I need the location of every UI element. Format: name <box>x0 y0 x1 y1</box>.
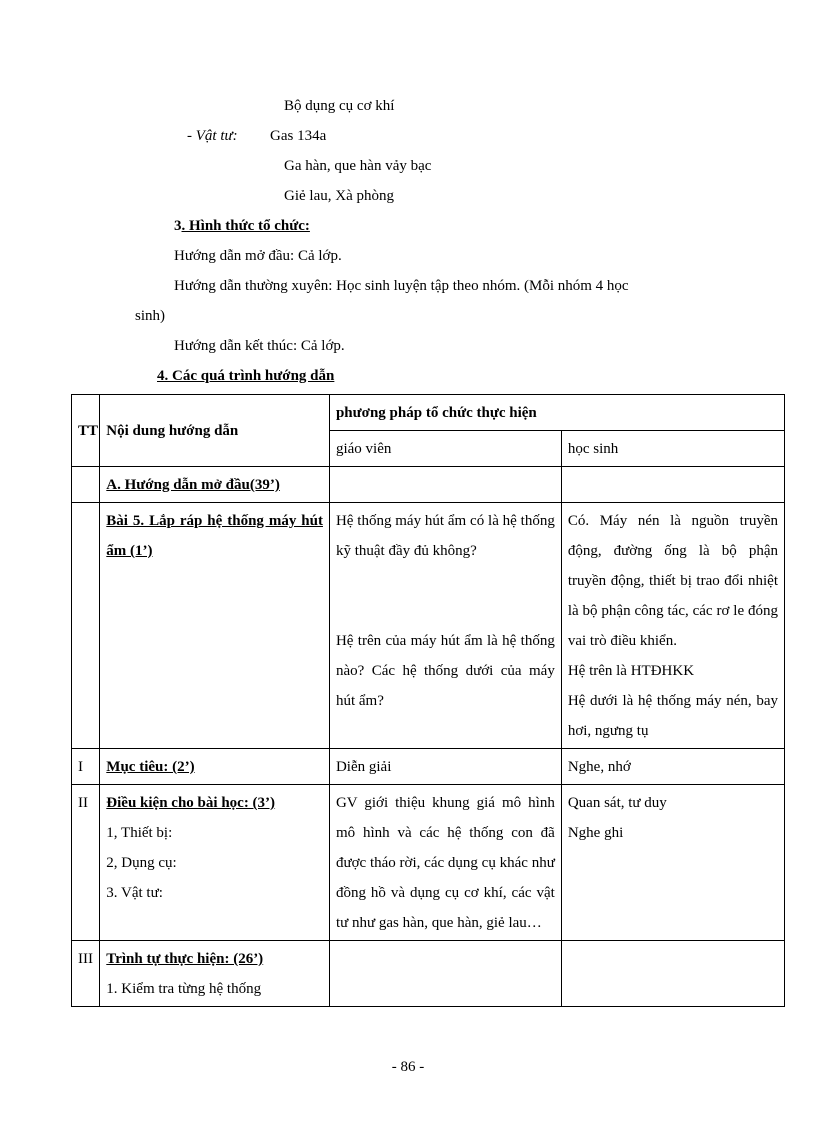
table-row <box>72 749 785 785</box>
header-teacher: giáo viên <box>329 431 561 467</box>
org-line: Hướng dẫn mở đầu: Cả lớp. <box>174 248 342 264</box>
student-answer: Hệ trên là HTĐHKK <box>567 663 695 679</box>
content-heading: Trình tự thực hiện: (26’) <box>106 951 264 967</box>
student-answer: Nghe ghi <box>567 825 624 841</box>
org-line: Hướng dẫn thường xuyên: Học sinh luyện tập theo nhóm. (Mỗi nhóm 4 học <box>174 278 629 294</box>
material-item: Giẻ lau, Xà phòng <box>284 188 394 204</box>
page-number: - 86 - <box>391 1059 425 1075</box>
header-content: Nội dung hướng dẫn <box>100 395 330 467</box>
cell-content: Bài 5. Lắp ráp hệ thống máy hút ẩm (1’) <box>100 503 330 749</box>
material-item: Gas 134a <box>270 128 327 144</box>
table-header-row <box>72 395 785 431</box>
cell-tt: I <box>72 749 100 785</box>
org-line: sinh) <box>135 308 165 324</box>
org-heading <box>174 216 310 236</box>
student-answer: Hệ dưới là hệ thống máy nén, bay hơi, ngưng tụ <box>567 693 778 739</box>
cell-teacher: GV giới thiệu khung giá mô hình mô hình và các hệ thống con đã được tháo rời, các dụng cụ khác như đồng hồ và dụng cụ cơ khí, các vật tư như gas hàn, que hàn, giẻ lau… <box>329 785 561 941</box>
header-student: học sinh <box>561 431 784 467</box>
cell-content <box>100 941 330 1007</box>
header-method: phương pháp tổ chức thực hiện <box>329 395 784 431</box>
process-heading: 4. Các quá trình hướng dẫn <box>157 368 335 384</box>
teacher-question: Hệ thống máy hút ẩm có là hệ thống kỹ thuật đầy đủ không? <box>335 513 555 559</box>
cell-student: Nghe, nhớ <box>561 749 784 785</box>
cell-student <box>561 467 784 503</box>
org-heading-number: 3 <box>174 218 182 234</box>
tools-line: Bộ dụng cụ cơ khí <box>284 98 395 114</box>
cell-teacher <box>329 941 561 1007</box>
student-answer: Quan sát, tư duy <box>567 795 667 811</box>
content-heading: Điều kiện cho bài học: (3’) <box>106 795 276 811</box>
table-row <box>72 785 785 941</box>
cell-content: Mục tiêu: (2’) <box>100 749 330 785</box>
cell-content <box>100 785 330 941</box>
cell-tt: II <box>72 785 100 941</box>
content-item: 1, Thiết bị: <box>106 825 173 841</box>
cell-content: A. Hướng dẫn mở đầu(39’) <box>100 467 330 503</box>
cell-student <box>561 941 784 1007</box>
org-line: Hướng dẫn kết thúc: Cả lớp. <box>174 338 345 354</box>
cell-tt <box>72 503 100 749</box>
org-heading-text: . Hình thức tổ chức: <box>181 218 310 234</box>
material-item: Ga hàn, que hàn vảy bạc <box>284 158 432 174</box>
guidance-table <box>71 394 785 1007</box>
cell-tt <box>72 467 100 503</box>
student-answer: Có. Máy nén là nguồn truyền động, đường ống là bộ phận truyền động, thiết bị trao đổi nhiệt là bộ phận công tác, các rơ le đóng vai trò điều khiển. <box>567 513 778 649</box>
content-item: 3. Vật tư: <box>106 885 163 901</box>
cell-student <box>561 785 784 941</box>
cell-teacher: Diễn giải <box>329 749 561 785</box>
cell-student <box>561 503 784 749</box>
header-tt: TT <box>72 395 100 467</box>
content-item: 1. Kiểm tra từng hệ thống <box>106 981 262 997</box>
table-row <box>72 467 785 503</box>
content-item: 2, Dụng cụ: <box>106 855 177 871</box>
spacer <box>336 566 555 626</box>
cell-tt: III <box>72 941 100 1007</box>
table-row <box>72 503 785 749</box>
cell-teacher <box>329 503 561 749</box>
materials-label: - Vật tư: <box>187 128 238 144</box>
cell-teacher <box>329 467 561 503</box>
table-row <box>72 941 785 1007</box>
teacher-question: Hệ trên của máy hút ẩm là hệ thống nào? Các hệ thống dưới của máy hút ẩm? <box>335 633 555 709</box>
